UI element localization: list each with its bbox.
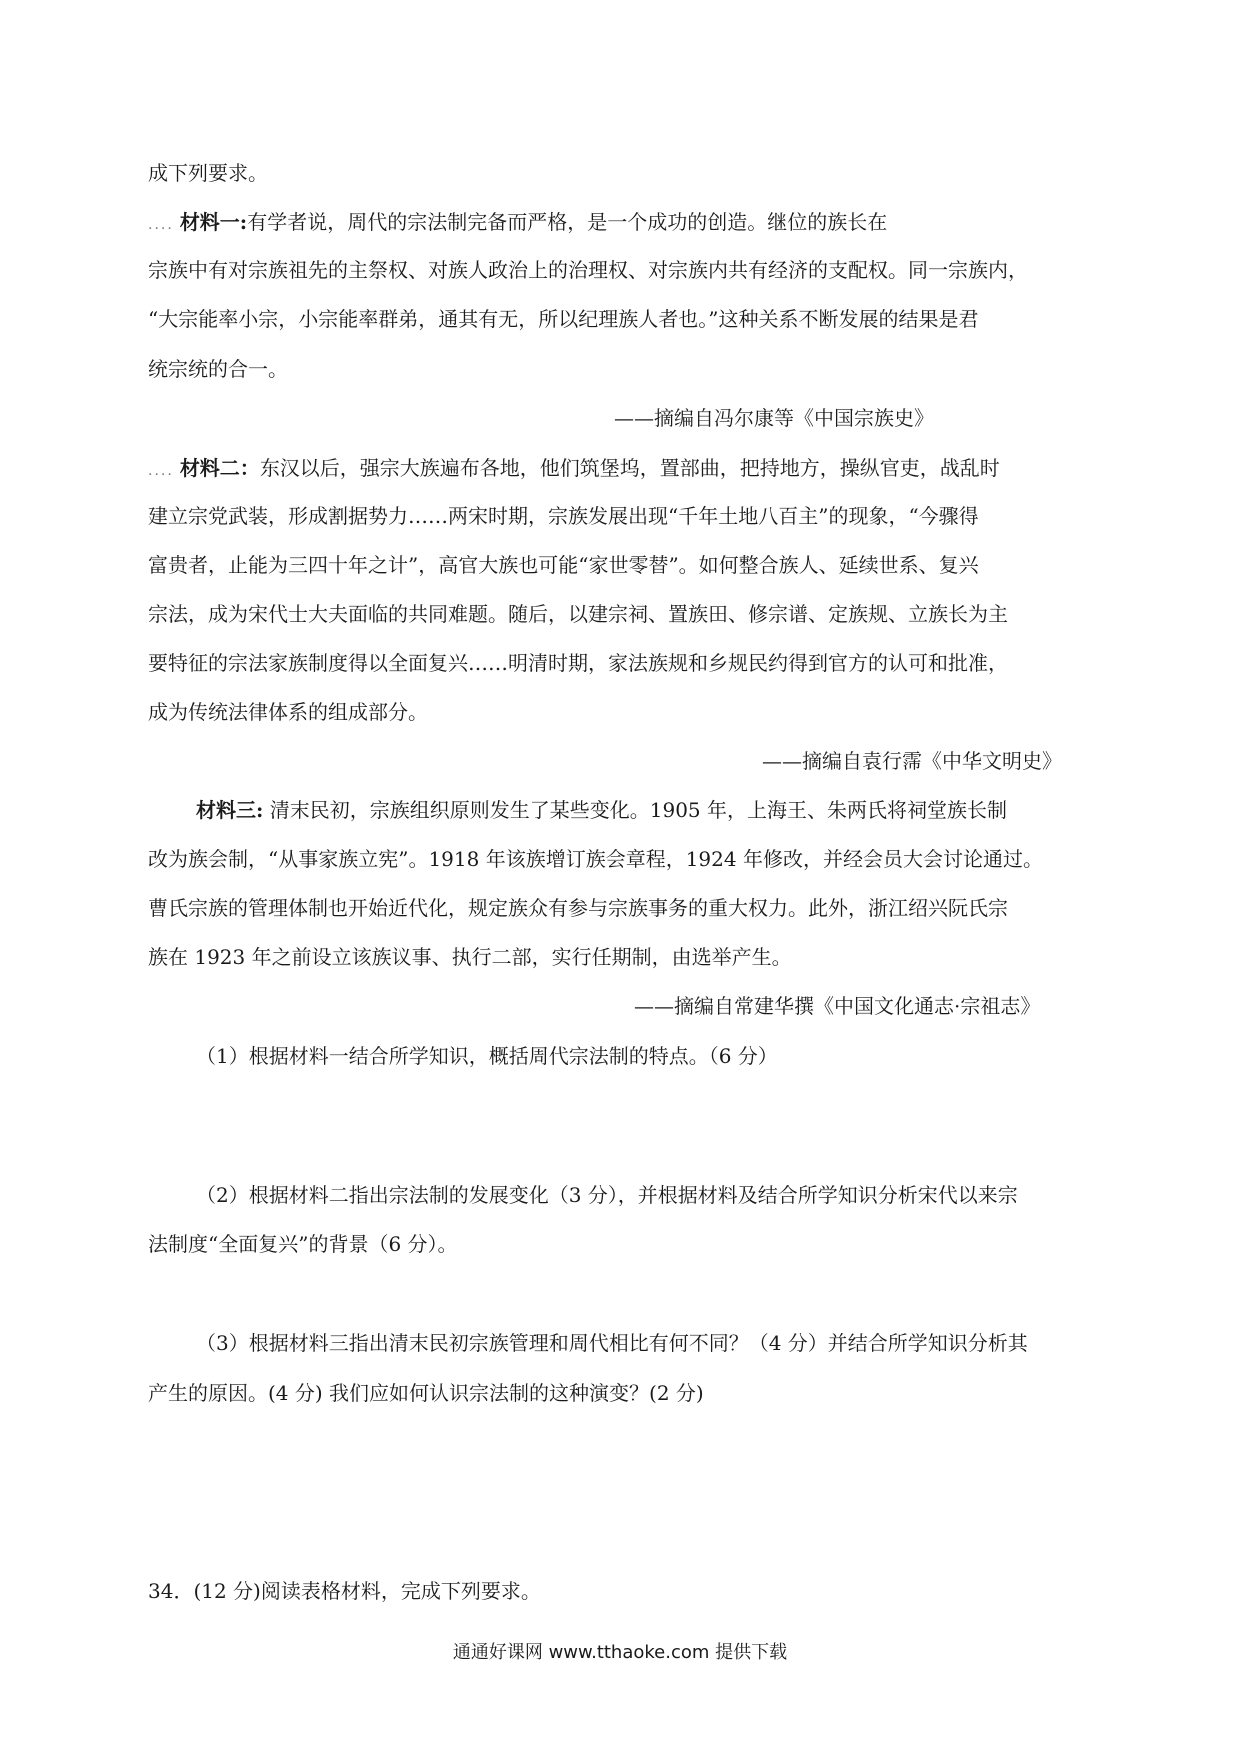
material-2-line-5: 要特征的宗法家族制度得以全面复兴……明清时期，家法族规和乡规民约得到官方的认可和批准， — [148, 651, 1008, 675]
material-2-line-1: 东汉以后，强宗大族遍布各地，他们筑堡坞，置部曲，把持地方，操纵官吏，战乱时 — [259, 456, 1000, 480]
material-2-line-6: 成为传统法律体系的组成部分。 — [148, 700, 428, 724]
material-2-line-4: 宗法，成为宋代士大夫面临的共同难题。随后，以建宗祠、置族田、修宗谱、定族规、立族长为主 — [148, 602, 1008, 626]
material-1-line-3: “大宗能率小宗，小宗能率群弟，通其有无，所以纪理族人者也。”这种关系不断发展的结果是君 — [148, 307, 979, 331]
material-3-label: 材料三: — [196, 798, 264, 822]
material-3-line-1: 清末民初，宗族组织原则发生了某些变化。1905 年，上海王、朱两氏将祠堂族长制 — [263, 798, 1008, 822]
material-1-line-1: 有学者说，周代的宗法制完备而严格，是一个成功的创造。继位的族长在 — [247, 210, 888, 234]
question-2-line-1: （2）根据材料二指出宗法制的发展变化（3 分），并根据材料及结合所学知识分析宋代以来宗 — [196, 1183, 1018, 1207]
material-2-first-line — [148, 455, 1000, 484]
question-1: （1）根据材料一结合所学知识，概括周代宗法制的特点。（6 分） — [196, 1044, 778, 1068]
intro-text: 成下列要求。 — [148, 161, 268, 185]
material-1-line-4: 统宗统的合一。 — [148, 357, 288, 381]
question-3-line-1: （3）根据材料三指出清末民初宗族管理和周代相比有何不同？（4 分）并结合所学知识分析其 — [196, 1331, 1028, 1355]
question-34: 34．(12 分)阅读表格材料，完成下列要求。 — [148, 1579, 541, 1603]
material-2-dots: .... — [148, 463, 174, 479]
material-1-first-line — [148, 209, 887, 238]
material-1-source: ——摘编自冯尔康等《中国宗族史》 — [614, 406, 934, 430]
material-3-source: ——摘编自常建华撰《中国文化通志·宗祖志》 — [634, 994, 1041, 1018]
footer-watermark: 通通好课网 www.tthaoke.com 提供下载 — [452, 1642, 788, 1663]
question-2-line-2: 法制度“全面复兴”的背景（6 分）。 — [148, 1232, 458, 1256]
material-2-line-3: 富贵者，止能为三四十年之计”，高官大族也可能“家世零替”。如何整合族人、延续世系、复兴 — [148, 553, 979, 577]
question-3-line-2: 产生的原因。(4 分) 我们应如何认识宗法制的这种演变？(2 分) — [148, 1381, 704, 1405]
material-3-line-2: 改为族会制，“从事家族立宪”。1918 年该族增订族会章程，1924 年修改，并经会员大会讨论通过。 — [148, 847, 1043, 871]
material-2-source: ——摘编自袁行霈《中华文明史》 — [762, 749, 1062, 773]
material-3-first-line — [196, 797, 1007, 823]
material-2-label: 材料二： — [179, 456, 260, 480]
material-1-label: 材料一: — [179, 210, 248, 234]
material-1-dots: .... — [148, 217, 174, 233]
material-3-line-3: 曹氏宗族的管理体制也开始近代化，规定族众有参与宗族事务的重大权力。此外，浙江绍兴阮氏宗 — [148, 896, 1008, 920]
material-3-line-4: 族在 1923 年之前设立该族议事、执行二部，实行任期制，由选举产生。 — [148, 945, 792, 969]
material-1-line-2: 宗族中有对宗族祖先的主祭权、对族人政治上的治理权、对宗族内共有经济的支配权。同一宗族内， — [148, 258, 1028, 282]
material-2-line-2: 建立宗党武装，形成割据势力……两宋时期，宗族发展出现“千年土地八百主”的现象，“今骤得 — [148, 504, 979, 528]
